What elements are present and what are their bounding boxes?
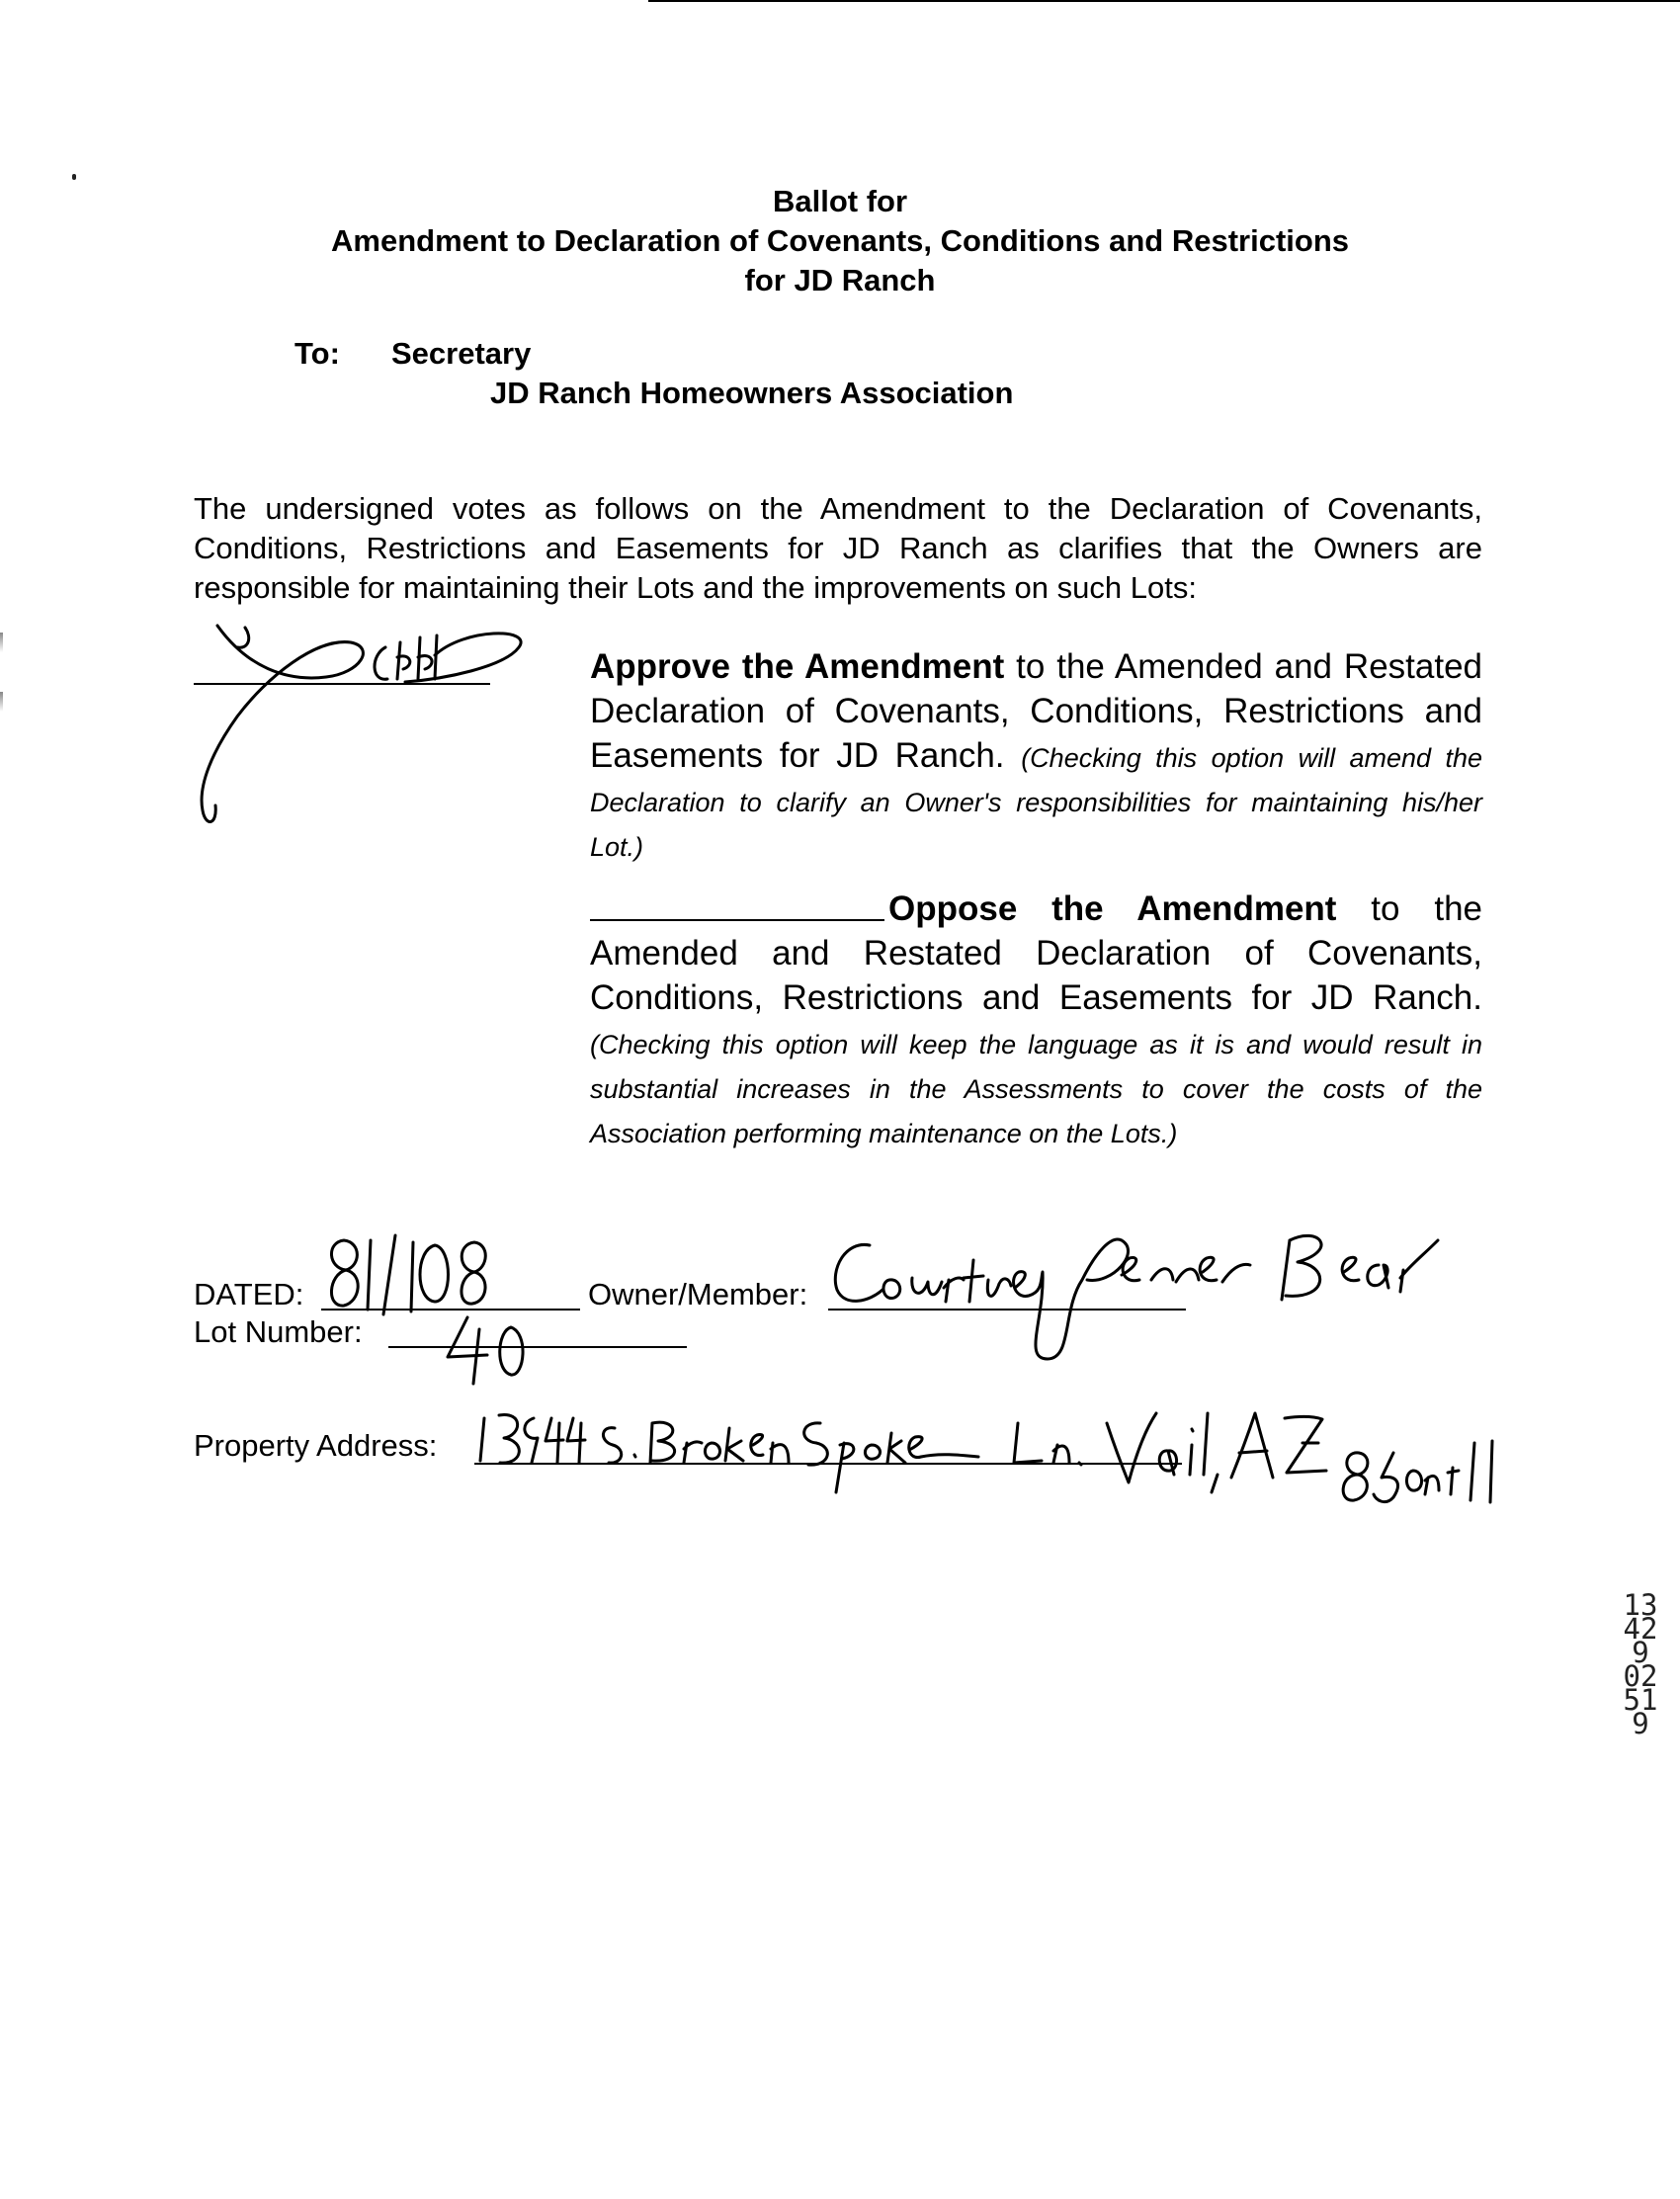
dated-handwritten-value: [316, 1230, 553, 1319]
lot-number-handwritten-value: [440, 1310, 558, 1389]
oppose-option-body: to the Amended and Restated Declaration of Covenants, Conditions, Restrictions and Easements for JD Ranch.: [590, 889, 1483, 1017]
approve-option-note: (Checking this option will amend the Declaration to clarify an Owner's responsibilities for maintaining his/her Lot.): [590, 743, 1482, 862]
approve-option-body: to the Amended and Restated Declaration of Covenants, Conditions, Restrictions and Easements for JD Ranch.: [590, 647, 1483, 775]
ballot-title-line3: for JD Ranch: [744, 263, 936, 297]
addressee-organization: JD Ranch Homeowners Association: [490, 376, 1014, 410]
property-address-label: Property Address:: [194, 1428, 438, 1463]
oppose-option-text: [590, 887, 1482, 1153]
ballot-title-line2: Amendment to Declaration of Covenants, Conditions and Restrictions: [331, 223, 1349, 258]
approve-option-heading: Approve the Amendment: [590, 647, 1005, 686]
oppose-option-heading: Oppose the Amendment: [888, 889, 1337, 928]
scan-speck: [72, 174, 76, 180]
scanner-margin-stamp: 13429 02519: [1623, 1588, 1658, 1740]
scan-left-edge: [0, 0, 3, 2199]
approve-handwritten-mark: [178, 608, 534, 835]
owner-handwritten-signature: [825, 1211, 1596, 1379]
oppose-option-note: (Checking this option will keep the language as it is and would result in substantial increases in the Assessments to cover the costs of the Association performing maintenance on the Lots.): [590, 1030, 1482, 1148]
approve-option-text: [590, 644, 1482, 867]
scan-edge-line: [648, 0, 1680, 2]
to-label: To:: [294, 336, 340, 371]
owner-member-label: Owner/Member:: [588, 1277, 808, 1311]
addressee-name: Secretary: [391, 336, 532, 371]
lot-number-label: Lot Number:: [194, 1314, 363, 1349]
dated-label: DATED:: [194, 1277, 304, 1311]
intro-paragraph: The undersigned votes as follows on the Amendment to the Declaration of Covenants, Conditions, Restrictions and Easements for JD Ranch as clarifies that the Owners are responsible for maintaining their Lots and the improvements on such Lots:: [194, 491, 1482, 605]
ballot-title-line1: Ballot for: [772, 184, 908, 218]
property-address-handwritten-value: [464, 1384, 1631, 1522]
